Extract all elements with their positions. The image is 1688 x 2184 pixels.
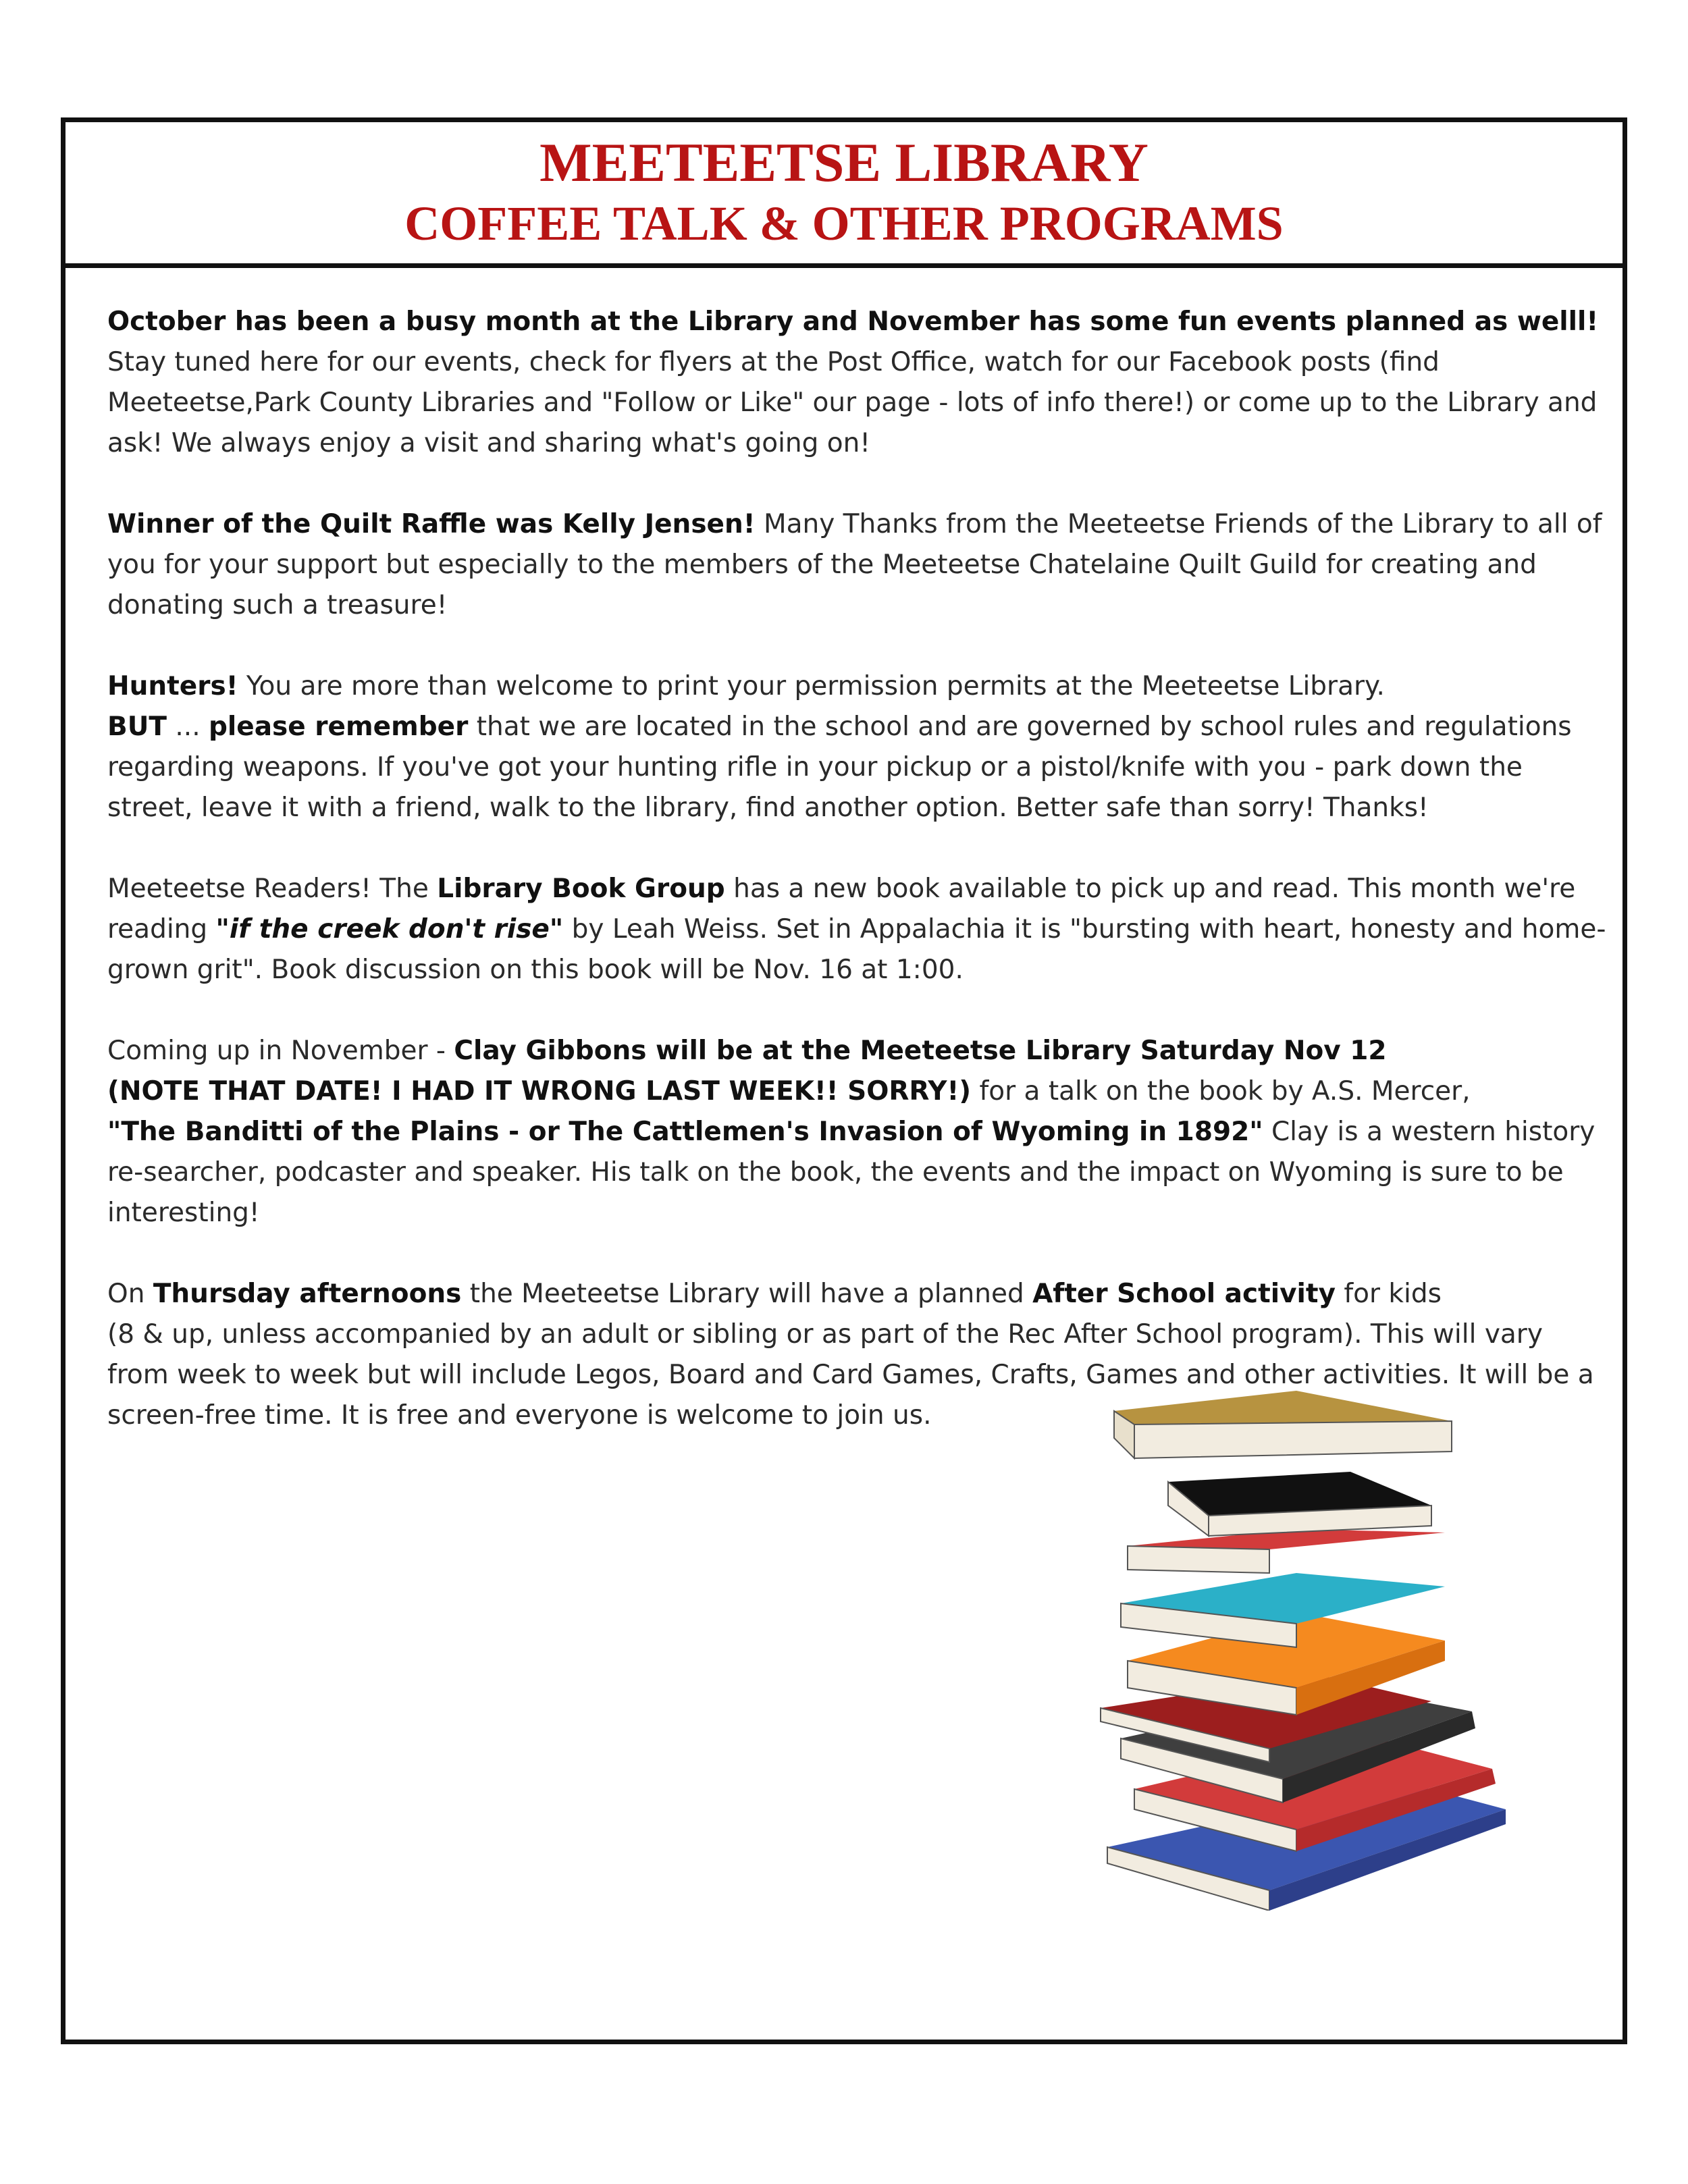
newsletter-body (107, 302, 1606, 1476)
book-group-paragraph (107, 869, 1606, 990)
clay-book-title: "The Banditti of the Plains - or The Cattlemen's Invasion of Wyoming in 1892" (107, 1117, 1263, 1147)
hunters-paragraph (107, 666, 1606, 828)
after-school-details: (8 & up, unless accompanied by an adult or sibling or as part of the Rec After School program). This will vary from week to week but will include Legos, Board and Card Games, Crafts, Games and other activities. It will be a screen-free time. It is free and everyone is welcome to join us. (107, 1319, 1594, 1431)
clay-paragraph (107, 1031, 1606, 1233)
red-book-upper (1128, 1529, 1445, 1573)
book-stack-illustration (1094, 1370, 1566, 1911)
quilt-bold: Winner of the Quilt Raffle was Kelly Jensen! (107, 509, 756, 539)
hunters-remember: please remember (209, 712, 469, 742)
after-school-activity: After School activity (1032, 1279, 1336, 1309)
hunters-rules-text: that we are located in the school and are governed by school rules and regulations regarding weapons. If you've got your hunting rifle in your pickup or a pistol/knife with you - park down the street, leave it with a friend, walk to the library, find another option. Better safe than sorry! Thanks! (107, 712, 1572, 823)
clay-intro: Coming up in November - (107, 1036, 454, 1066)
header (65, 122, 1623, 268)
clay-event: Clay Gibbons will be at the Meeteetse Library Saturday Nov 12 (454, 1036, 1387, 1066)
clay-date-note: (NOTE THAT DATE! I HAD IT WRONG LAST WEEK!! SORRY!) (107, 1076, 972, 1107)
book-group-text: has a new book available to pick up and read. This month we're reading (107, 874, 1576, 944)
after-school-kids: for kids (1336, 1279, 1442, 1309)
hunters-but: BUT (107, 712, 167, 742)
clay-talk-text: for a talk on the book by A.S. Mercer, (971, 1076, 1471, 1107)
intro-text: Stay tuned here for our events, check for flyers at the Post Office, watch for our Facebook posts (find Meeteetse,Park County Libraries and "Follow or Like" our page - lots of info there!) or come up to the Library and ask! We always enjoy a visit and sharing what's going on! (107, 347, 1598, 458)
book-group-details: by Leah Weiss. Set in Appalachia it is "bursting with heart, honesty and home-grown grit". Book discussion on this book will be Nov. 16 at 1:00. (107, 914, 1606, 985)
quilt-text: Many Thanks from the Meeteetse Friends of the Library to all of you for your support but especially to the members of the Meeteetse Chatelaine Quilt Guild for creating and donating such a treasure! (107, 509, 1602, 620)
page-title: MEETEETSE LIBRARY (539, 132, 1149, 193)
clay-bio: Clay is a western history re-searcher, podcaster and speaker. His talk on the book, the events and the impact on Wyoming is sure to be interesting! (107, 1117, 1595, 1228)
book-title: "if the creek don't rise" (215, 914, 564, 944)
intro-paragraph (107, 302, 1606, 464)
quilt-paragraph (107, 504, 1606, 626)
after-school-day: Thursday afternoons (153, 1279, 462, 1309)
after-school-text: the Meeteetse Library will have a planned (461, 1279, 1033, 1309)
page-subtitle: COFFEE TALK & OTHER PROGRAMS (404, 196, 1284, 250)
intro-bold: October has been a busy month at the Library and November has some fun events planned as welll! (107, 307, 1599, 337)
gold-book (1114, 1391, 1452, 1458)
after-school-intro: On (107, 1279, 153, 1309)
black-book (1168, 1472, 1431, 1536)
hunters-text: You are more than welcome to print your permission permits at the Meeteetse Library. (238, 671, 1385, 701)
hunters-ellipsis: ... (167, 712, 209, 742)
hunters-bold: Hunters! (107, 671, 238, 701)
book-group-intro: Meeteetse Readers! The (107, 874, 438, 904)
book-group-bold: Library Book Group (437, 874, 725, 904)
